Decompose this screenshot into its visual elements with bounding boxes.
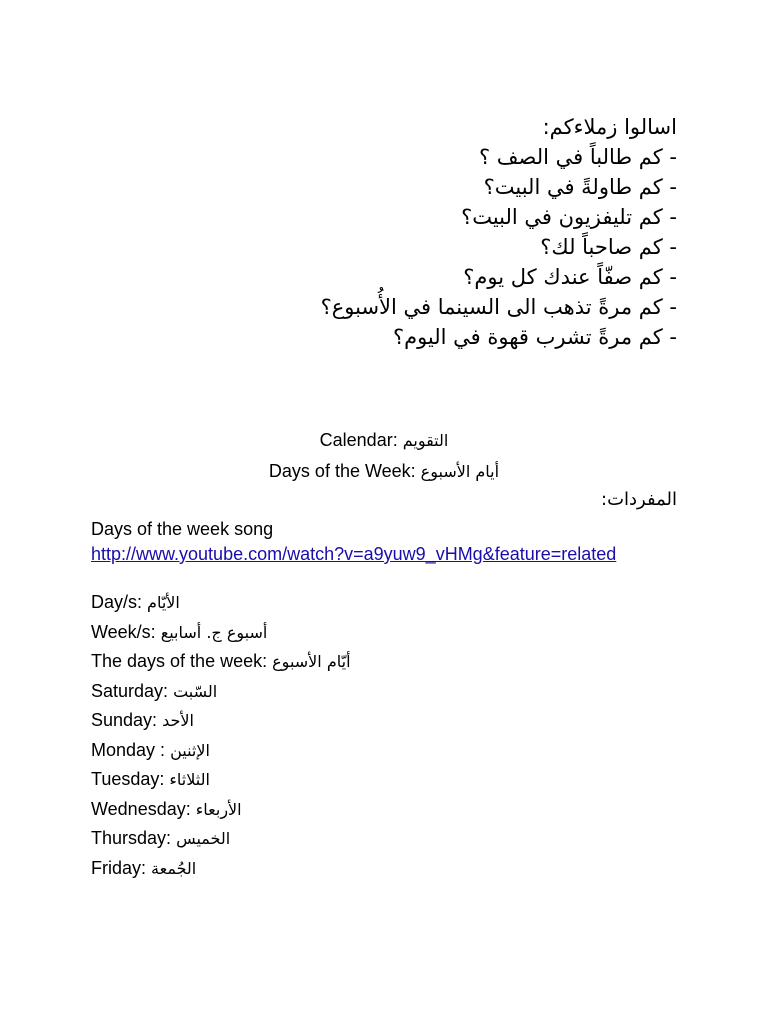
calendar-label-ar: التقويم [402,431,449,450]
vocab-en: Monday : [91,739,166,760]
vocab-item [91,706,351,736]
question-item: - كم مرةً تذهب الى السينما في الأُسبوع؟ [320,295,677,319]
question-item: - كم طالباً في الصف ؟ [478,145,677,169]
question-item: - كم مرةً تشرب قهوة في اليوم؟ [392,325,677,349]
question-item: - كم صفّاً عندك كل يوم؟ [463,265,677,289]
song-title: Days of the week song [91,519,274,539]
vocab-item [91,736,351,766]
questions-block [197,112,677,352]
song-youtube-link[interactable]: http://www.youtube.com/watch?v=a9yuw9_vHMg&feature=related [91,544,617,564]
vocab-ar: الأيّام [147,593,180,612]
calendar-label-en: Calendar: [319,430,398,450]
vocab-ar: الخميس [176,829,231,848]
vocabulary-list [91,588,351,883]
vocab-item [91,588,351,618]
vocab-ar: الأحد [162,711,194,730]
vocab-en: Friday: [91,857,147,878]
vocab-item [91,647,351,677]
vocab-ar: أيّام الأسبوع [272,652,351,671]
vocab-ar: أسبوع ج. أسابيع [160,622,268,642]
vocab-en: Saturday: [91,680,169,701]
vocab-en: Sunday: [91,710,158,730]
question-item: - كم طاولةً في البيت؟ [483,175,677,199]
vocab-en: Day/s: [91,592,143,612]
vocab-item [91,854,351,884]
vocab-ar: الجُمعة [151,858,197,878]
days-heading-ar: أيام الأسبوع [420,462,500,481]
vocab-ar: السّبت [173,681,218,701]
vocab-item [91,795,351,825]
days-heading-en: Days of the Week: [268,461,416,481]
questions-heading: اسالوا زملاءكم: [542,115,677,139]
vocab-item [91,618,351,648]
vocab-item [91,765,351,795]
vocab-en: The days of the week: [91,651,268,671]
vocab-en: Tuesday: [91,769,165,789]
vocab-item [91,824,351,854]
vocab-ar: الثلاثاء [169,770,210,789]
calendar-heading [0,427,768,454]
vocab-item [91,677,351,707]
vocabulary-title: المفردات: [601,489,677,510]
question-item: - كم صاحباً لك؟ [540,235,677,259]
vocab-ar: الإثنين [170,740,210,760]
vocab-en: Thursday: [91,828,172,848]
days-of-week-heading [0,458,768,485]
vocab-en: Wednesday: [91,798,191,819]
vocab-ar: الأربعاء [195,799,242,819]
question-item: - كم تليفزيون في البيت؟ [461,205,677,229]
vocab-en: Week/s: [91,621,156,642]
